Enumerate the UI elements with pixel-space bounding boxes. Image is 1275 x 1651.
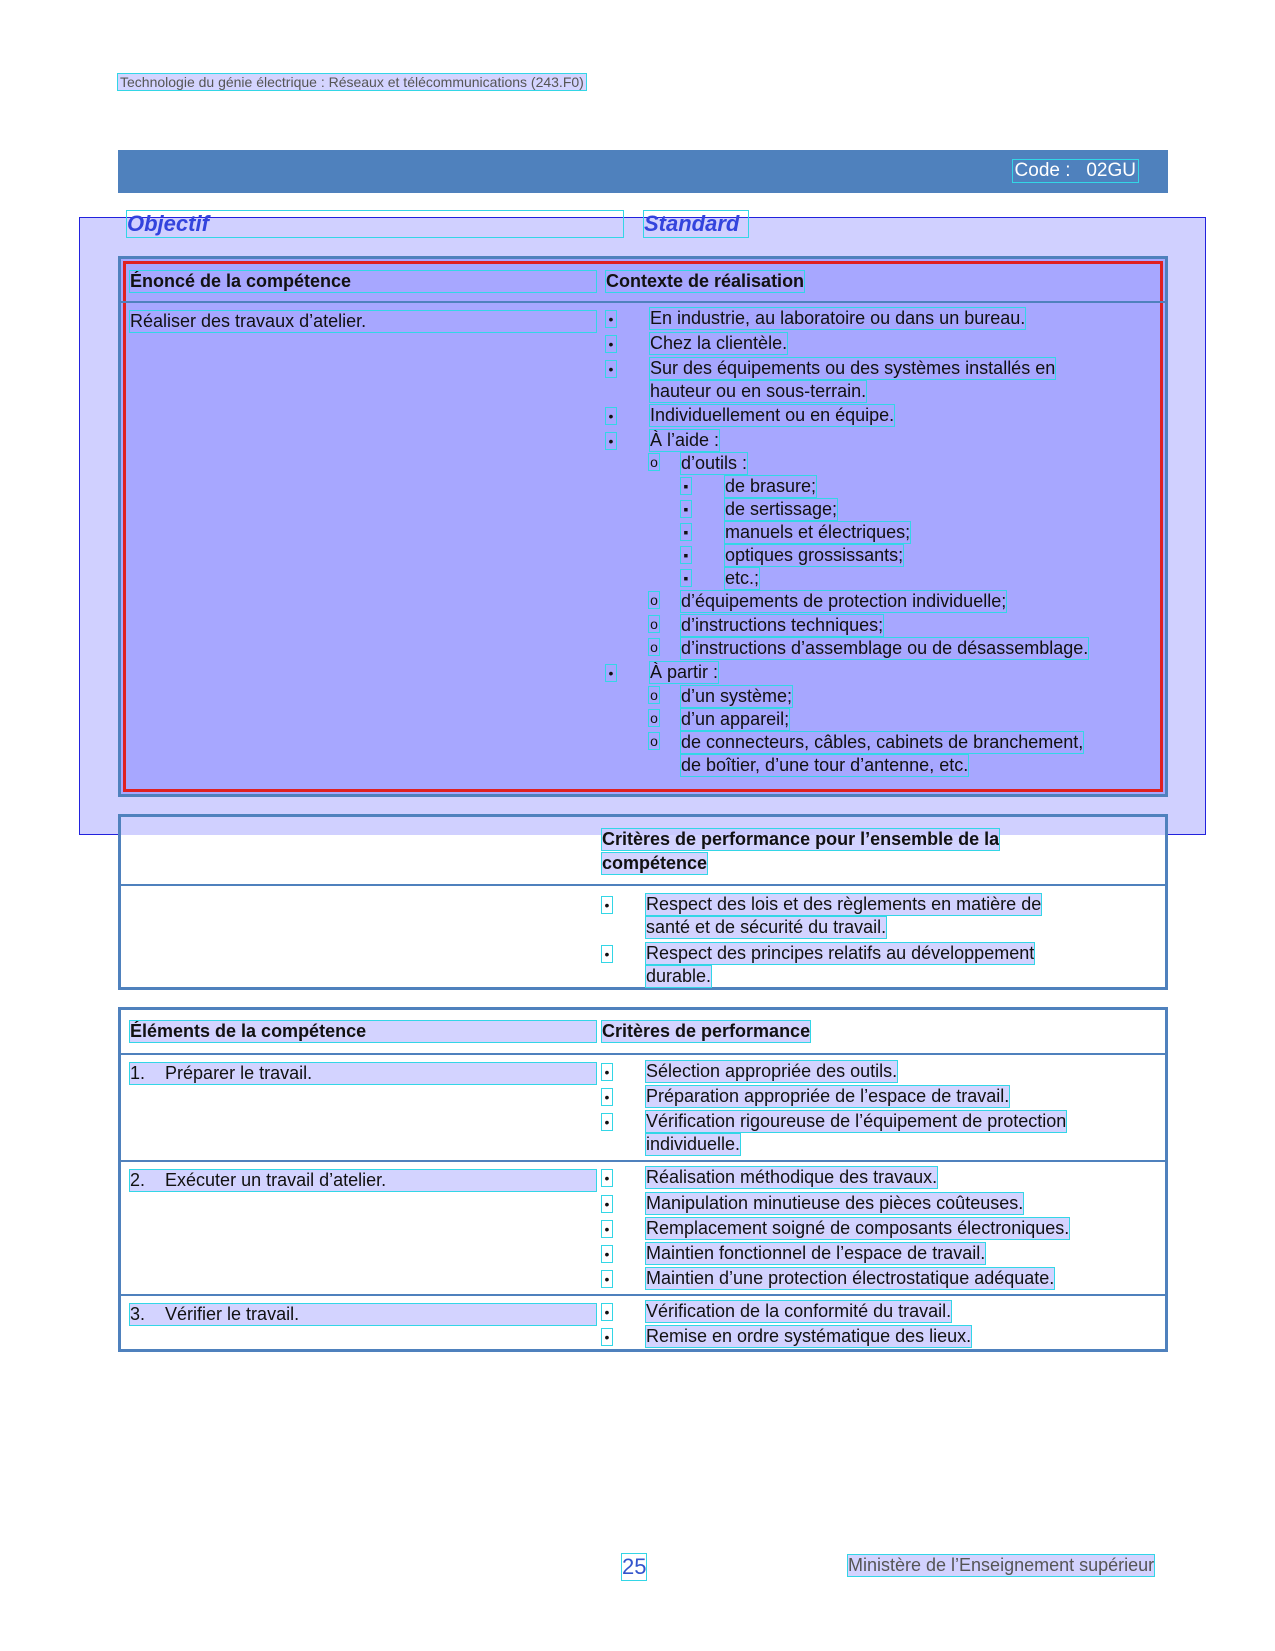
bullet-dot: • bbox=[602, 1221, 612, 1237]
contexte-subitem: d’équipements de protection individuelle; bbox=[681, 591, 1007, 611]
bullet-dot: • bbox=[602, 1064, 612, 1080]
contexte-subitem: d’un système; bbox=[681, 686, 793, 706]
bullet-dot: • bbox=[602, 1114, 612, 1130]
bullet-dot: • bbox=[606, 433, 616, 449]
critere-item: Maintien d’une protection électrostatique adéquate. bbox=[646, 1268, 1055, 1288]
bullet-square: ▪ bbox=[681, 501, 691, 517]
critere-item: Vérification rigoureuse de l’équipement de protection bbox=[646, 1111, 1067, 1131]
bullet-square: ▪ bbox=[681, 570, 691, 586]
contexte-item: hauteur ou en sous-terrain. bbox=[650, 381, 867, 401]
code-label: Code : 02GU bbox=[1014, 160, 1136, 181]
bullet-dot: • bbox=[606, 336, 616, 352]
bullet-dot: • bbox=[602, 946, 612, 962]
ensemble-item: Respect des lois et des règlements en matière de bbox=[646, 894, 1042, 914]
bullet-dot: • bbox=[606, 361, 616, 377]
bullet-dot: • bbox=[602, 1196, 612, 1212]
contexte-subitem: d’un appareil; bbox=[681, 709, 790, 729]
contexte-item: Sur des équipements ou des systèmes installés en bbox=[650, 358, 1056, 378]
bullet-dot: • bbox=[606, 408, 616, 424]
program-header: Technologie du génie électrique : Réseaux et télécommunications (243.F0) bbox=[120, 74, 584, 90]
contexte-header: Contexte de réalisation bbox=[606, 271, 805, 291]
contexte-subitem: d’instructions d’assemblage ou de désassemblage. bbox=[681, 638, 1089, 658]
bullet-dot: • bbox=[602, 1329, 612, 1345]
bullet-square: ▪ bbox=[681, 547, 691, 563]
competence-table bbox=[118, 256, 1168, 797]
contexte-subsubitem: de brasure; bbox=[725, 476, 817, 496]
critere-item: Manipulation minutieuse des pièces coûteuses. bbox=[646, 1193, 1024, 1213]
contexte-subsubitem: manuels et électriques; bbox=[725, 522, 911, 542]
contexte-subsubitem: de sertissage; bbox=[725, 499, 838, 519]
critere-item: Sélection appropriée des outils. bbox=[646, 1061, 898, 1081]
code-bar bbox=[118, 150, 1168, 193]
bullet-circle: o bbox=[650, 639, 658, 655]
bullet-circle: o bbox=[650, 733, 658, 749]
element-1: 1. Préparer le travail. bbox=[130, 1063, 596, 1084]
bullet-dot: • bbox=[606, 665, 616, 681]
bullet-circle: o bbox=[650, 616, 658, 632]
critere-item: Maintien fonctionnel de l’espace de travail. bbox=[646, 1243, 986, 1263]
criteres-header: Critères de performance bbox=[602, 1021, 811, 1041]
bullet-dot: • bbox=[602, 1170, 612, 1186]
ministry-label: Ministère de l’Enseignement supérieur bbox=[848, 1555, 1155, 1575]
row-divider bbox=[121, 1053, 1165, 1055]
bullet-circle: o bbox=[650, 592, 658, 608]
critere-item: individuelle. bbox=[646, 1134, 741, 1154]
enonce-header: Énoncé de la compétence bbox=[130, 271, 596, 292]
bullet-dot: • bbox=[602, 1271, 612, 1287]
bullet-circle: o bbox=[650, 687, 658, 703]
bullet-dot: • bbox=[602, 1089, 612, 1105]
row-divider bbox=[121, 1160, 1165, 1162]
ensemble-item: Respect des principes relatifs au développement bbox=[646, 943, 1035, 963]
enonce-text: Réaliser des travaux d’atelier. bbox=[130, 311, 596, 332]
contexte-subitem: d’outils : bbox=[681, 453, 748, 473]
ensemble-header: Critères de performance pour l’ensemble de la bbox=[602, 829, 1000, 849]
element-2: 2. Exécuter un travail d’atelier. bbox=[130, 1170, 596, 1191]
ensemble-item: durable. bbox=[646, 966, 712, 986]
contexte-subitem: de boîtier, d’une tour d’antenne, etc. bbox=[681, 755, 969, 775]
elements-header: Éléments de la compétence bbox=[130, 1021, 596, 1042]
bullet-circle: o bbox=[650, 710, 658, 726]
row-divider bbox=[121, 1294, 1165, 1296]
critere-item: Remise en ordre systématique des lieux. bbox=[646, 1326, 972, 1346]
contexte-item: Individuellement ou en équipe. bbox=[650, 405, 895, 425]
contexte-item: En industrie, au laboratoire ou dans un bureau. bbox=[650, 308, 1026, 328]
contexte-subsubitem: etc.; bbox=[725, 568, 760, 588]
code-value: 02GU bbox=[1086, 160, 1136, 181]
ensemble-header: compétence bbox=[602, 853, 708, 873]
bullet-square: ▪ bbox=[681, 524, 691, 540]
contexte-item: Chez la clientèle. bbox=[650, 333, 788, 353]
contexte-item: À l’aide : bbox=[650, 430, 720, 450]
ensemble-table bbox=[118, 814, 1168, 990]
critere-item: Vérification de la conformité du travail. bbox=[646, 1301, 952, 1321]
highlight-frame bbox=[123, 261, 1163, 792]
critere-item: Réalisation méthodique des travaux. bbox=[646, 1167, 938, 1187]
element-3: 3. Vérifier le travail. bbox=[130, 1304, 596, 1325]
contexte-subitem: d’instructions techniques; bbox=[681, 615, 884, 635]
bullet-dot: • bbox=[606, 311, 616, 327]
critere-item: Remplacement soigné de composants électroniques. bbox=[646, 1218, 1070, 1238]
bullet-circle: o bbox=[650, 454, 658, 470]
critere-item: Préparation appropriée de l’espace de travail. bbox=[646, 1086, 1010, 1106]
page-number: 25 bbox=[622, 1554, 647, 1579]
bullet-square: ▪ bbox=[681, 478, 691, 494]
elements-table bbox=[118, 1007, 1168, 1352]
contexte-item: À partir : bbox=[650, 662, 719, 682]
contexte-subitem: de connecteurs, câbles, cabinets de branchement, bbox=[681, 732, 1084, 752]
bullet-dot: • bbox=[602, 1304, 612, 1320]
bullet-dot: • bbox=[602, 897, 612, 913]
row-divider bbox=[121, 884, 1165, 886]
objectif-title: Objectif bbox=[127, 211, 623, 237]
bullet-dot: • bbox=[602, 1246, 612, 1262]
contexte-subsubitem: optiques grossissants; bbox=[725, 545, 904, 565]
standard-title: Standard bbox=[644, 211, 748, 237]
ensemble-item: santé et de sécurité du travail. bbox=[646, 917, 887, 937]
